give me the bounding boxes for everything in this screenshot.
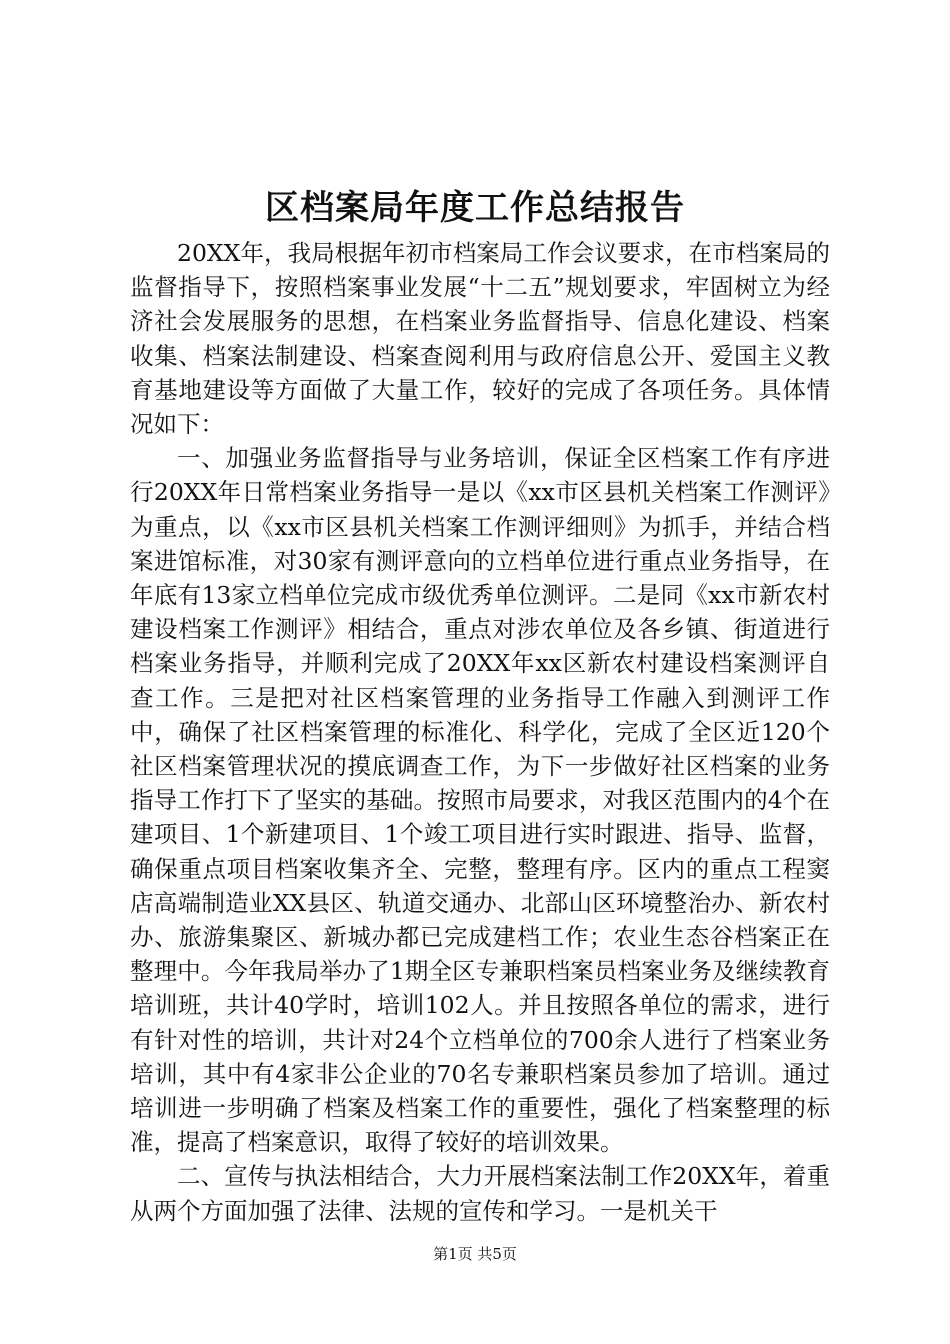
paragraph-section-2: 二、宣传与执法相结合，大力开展档案法制工作20XX年，着重从两个方面加强了法律、法规的宣传和学习。一是机关干	[130, 1162, 830, 1225]
page-number-footer: 第1页 共5页	[433, 1245, 517, 1263]
document-body	[130, 236, 830, 1228]
paragraph-section-1: 一、加强业务监督指导与业务培训，保证全区档案工作有序进行20XX年日常档案业务指导一是以《xx市区县机关档案工作测评》为重点，以《xx市区县机关档案工作测评细则》为抓手，并结合档案进馆标准，对30家有测评意向的立档单位进行重点业务指导，在年底有13家立档单位完成市级优秀单位测评。二是同《xx市新农村建设档案工作测评》相结合，重点对涉农单位及各乡镇、街道进行档案业务指导，并顺利完成了20XX年xx区新农村建设档案测评自查工作。三是把对社区档案管理的业务指导工作融入到测评工作中，确保了社区档案管理的标准化、科学化，完成了全区近120个社区档案管理状况的摸底调查工作，为下一步做好社区档案的业务指导工作打下了坚实的基础。按照市局要求，对我区范围内的4个在建项目、1个新建项目、1个竣工项目进行实时跟进、指导、监督，确保重点项目档案收集齐全、完整，整理有序。区内的重点工程窦店高端制造业XX县区、轨道交通办、北部山区环境整治办、新农村办、旅游集聚区、新城办都已完成建档工作；农业生态谷档案正在整理中。今年我局举办了1期全区专兼职档案员档案业务及继续教育培训班，共计40学时，培训102人。并且按照各单位的需求，进行有针对性的培训，共计对24个立档单位的700余人进行了档案业务培训，其中有4家非公企业的70名专兼职档案员参加了培训。通过培训进一步明确了档案及档案工作的重要性，强化了档案整理的标准，提高了档案意识，取得了较好的培训效果。	[130, 444, 830, 1157]
paragraph-intro: 20XX年，我局根据年初市档案局工作会议要求，在市档案局的监督指导下，按照档案事业发展“十二五”规划要求，牢固树立为经济社会发展服务的思想，在档案业务监督指导、信息化建设、档案收集、档案法制建设、档案查阅利用与政府信息公开、爱国主义教育基地建设等方面做了大量工作，较好的完成了各项任务。具体情况如下：	[130, 239, 830, 439]
document-title: 区档案局年度工作总结报告	[265, 188, 685, 228]
